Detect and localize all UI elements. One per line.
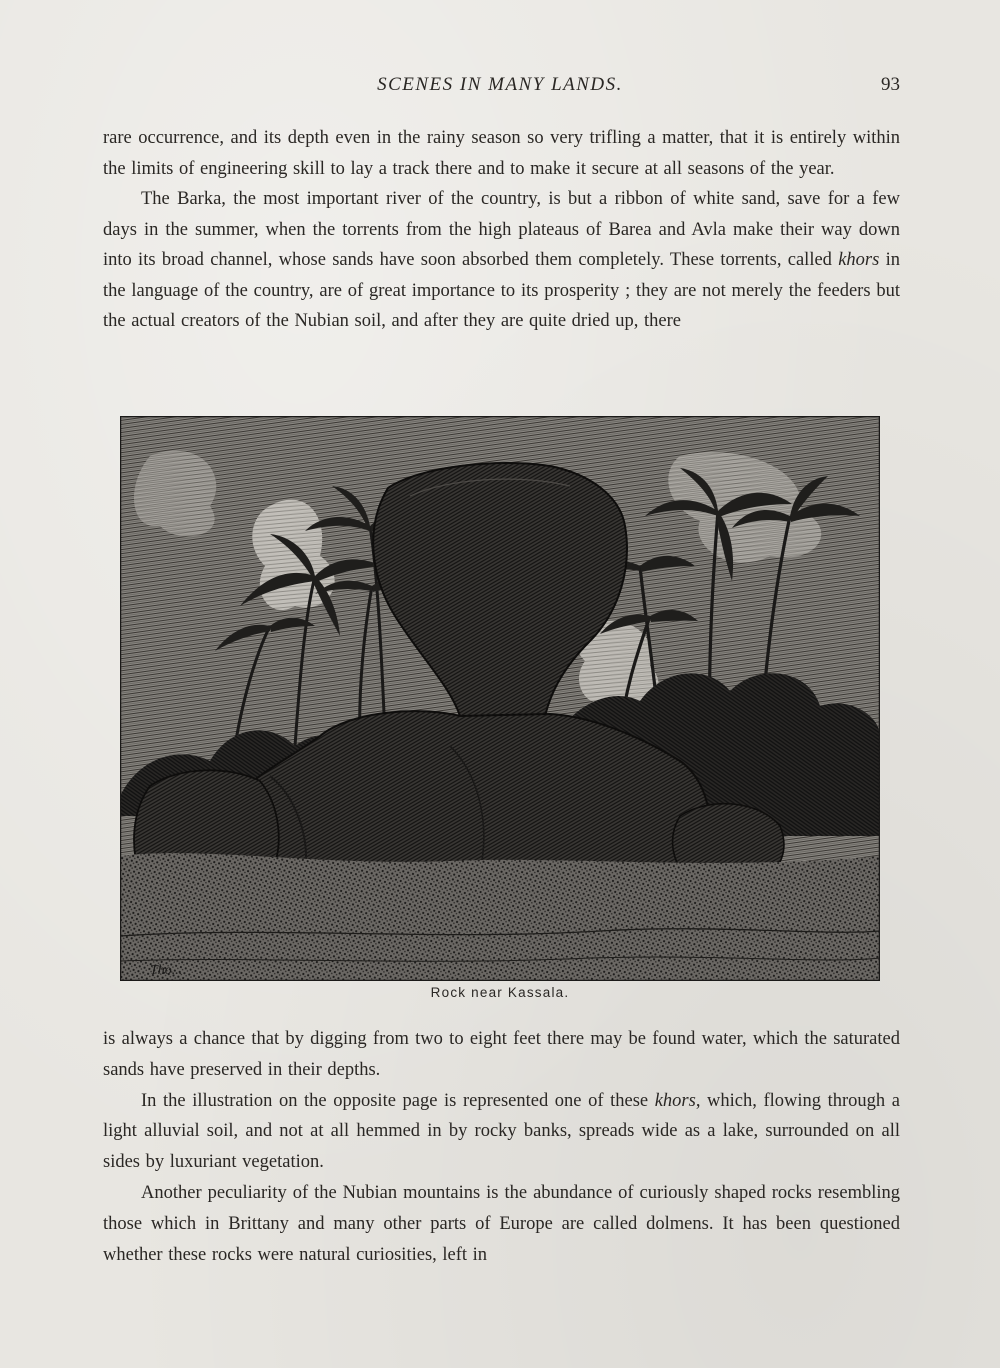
running-title: SCENES IN MANY LANDS.	[377, 74, 623, 95]
paragraph-text: The Barka, the most important river of the country, is but a ribbon of white sand, save for a few days in the summer, when the torrents from the high plateaus of Barea and Avla make their way down into its broad channel, whose sands have soon absorbed them completely. These torrents, called	[103, 189, 900, 270]
engraving-illustration	[120, 416, 880, 981]
paragraph-text: In the illustration on the opposite page is represented one of these	[141, 1090, 655, 1111]
figure-caption: Rock near Kassala.	[430, 985, 570, 1000]
body-text-top	[103, 123, 900, 337]
engraver-signature: Tho...	[150, 963, 183, 978]
paragraph-barka	[103, 184, 900, 337]
page-number: 93	[881, 74, 900, 95]
italic-term: khors	[838, 250, 880, 270]
paragraph-text: in the language of the country, are of great importance to its prosperity ; they are not merely the feeders but the actual creators of the Nubian soil, and after they are quite dried up, there	[103, 250, 901, 331]
body-text-bottom	[103, 1024, 900, 1270]
paragraph-continued: rare occurrence, and its depth even in the rainy season so very trifling a matter, that it is entirely within the limits of engineering skill to lay a track there and to make it secure at all seasons of the year.	[103, 128, 900, 179]
paragraph-dolmens: Another peculiarity of the Nubian mountains is the abundance of curiously shaped rocks resembling those which in Brittany and many other parts of Europe are called dolmens. It has been questioned whether these rocks were natural curiosities, left in	[103, 1182, 900, 1265]
rock-engraving-image	[120, 416, 880, 981]
paragraph-continued-after-figure: is always a chance that by digging from two to eight feet there may be found water, which the saturated sands have preserved in their depths.	[103, 1029, 900, 1080]
paragraph-text: , which, flowing through a light alluvial soil, and not at all hemmed in by rocky banks, spreads wide as a lake, surrounded on all sides by luxuriant vegetation.	[103, 1090, 900, 1173]
running-head	[100, 74, 900, 100]
paragraph-khors-illustration	[103, 1086, 900, 1178]
italic-term: khors	[654, 1090, 696, 1111]
